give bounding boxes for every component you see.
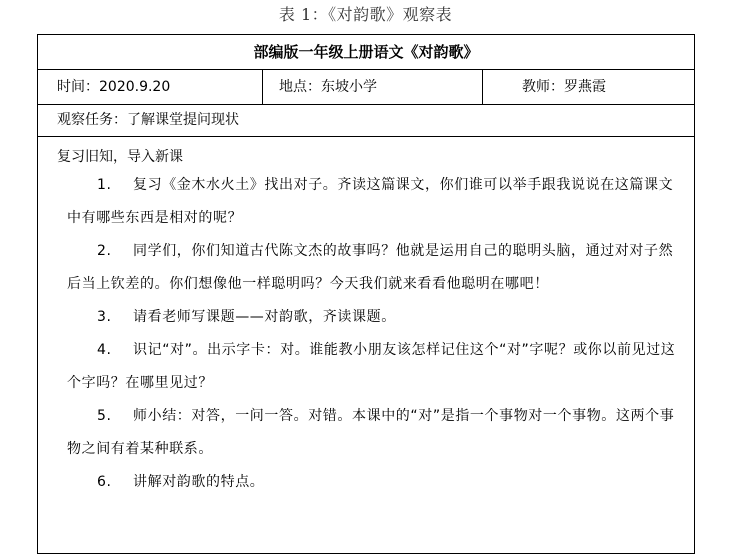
task-row: [38, 105, 694, 137]
observation-table: [37, 34, 695, 554]
info-row: [38, 70, 694, 105]
item-number: 3.: [97, 309, 112, 325]
list-item: [57, 466, 684, 499]
item-text: 同学们，你们知道古代陈文杰的故事吗？他就是运用自己的聪明头脑，通过对对子然后当上钦差的。你们想像他一样聪明吗？今天我们就来看看他聪明在哪吧！: [67, 243, 674, 292]
list-item: [57, 169, 684, 235]
teacher-cell: 教师：罗燕霞: [522, 79, 606, 95]
item-text: 复习《金木水火土》找出对子。齐读这篇课文，你们谁可以举手跟我说说在这篇课文中有哪些东西是相对的呢？: [67, 177, 674, 226]
list-item: [57, 400, 684, 466]
observation-task: 观察任务：了解课堂提问现状: [57, 112, 239, 128]
list-item: [57, 235, 684, 301]
item-text: 请看老师写课题——对韵歌，齐读课题。: [133, 309, 396, 325]
table-title-row: [38, 35, 694, 70]
time-cell: 时间：2020.9.20: [38, 70, 263, 104]
item-number: 4.: [97, 342, 112, 358]
list-item: [57, 301, 684, 334]
item-number: 2.: [97, 243, 112, 259]
table-caption: 表 1：《对韵歌》观察表: [278, 5, 453, 24]
item-number: 5.: [97, 408, 112, 424]
list-item: [57, 334, 684, 400]
lesson-steps: [57, 169, 684, 499]
item-text: 师小结：对答，一问一答。对错。本课中的“对”是指一个事物对一个事物。这两个事物之间有着某种联系。: [67, 408, 675, 457]
lesson-content: [38, 137, 694, 499]
item-text: 识记“对”。出示字卡：对。谁能教小朋友该怎样记住这个“对”字呢？或你以前见过这个字吗？在哪里见过？: [67, 342, 676, 391]
item-number: 6.: [97, 474, 112, 490]
item-text: 讲解对韵歌的特点。: [133, 474, 265, 490]
section-intro: 复习旧知，导入新课: [57, 149, 183, 165]
place-cell: 地点：东坡小学: [263, 70, 483, 104]
table-title: 部编版一年级上册语文《对韵歌》: [253, 43, 479, 61]
item-number: 1.: [97, 177, 112, 193]
